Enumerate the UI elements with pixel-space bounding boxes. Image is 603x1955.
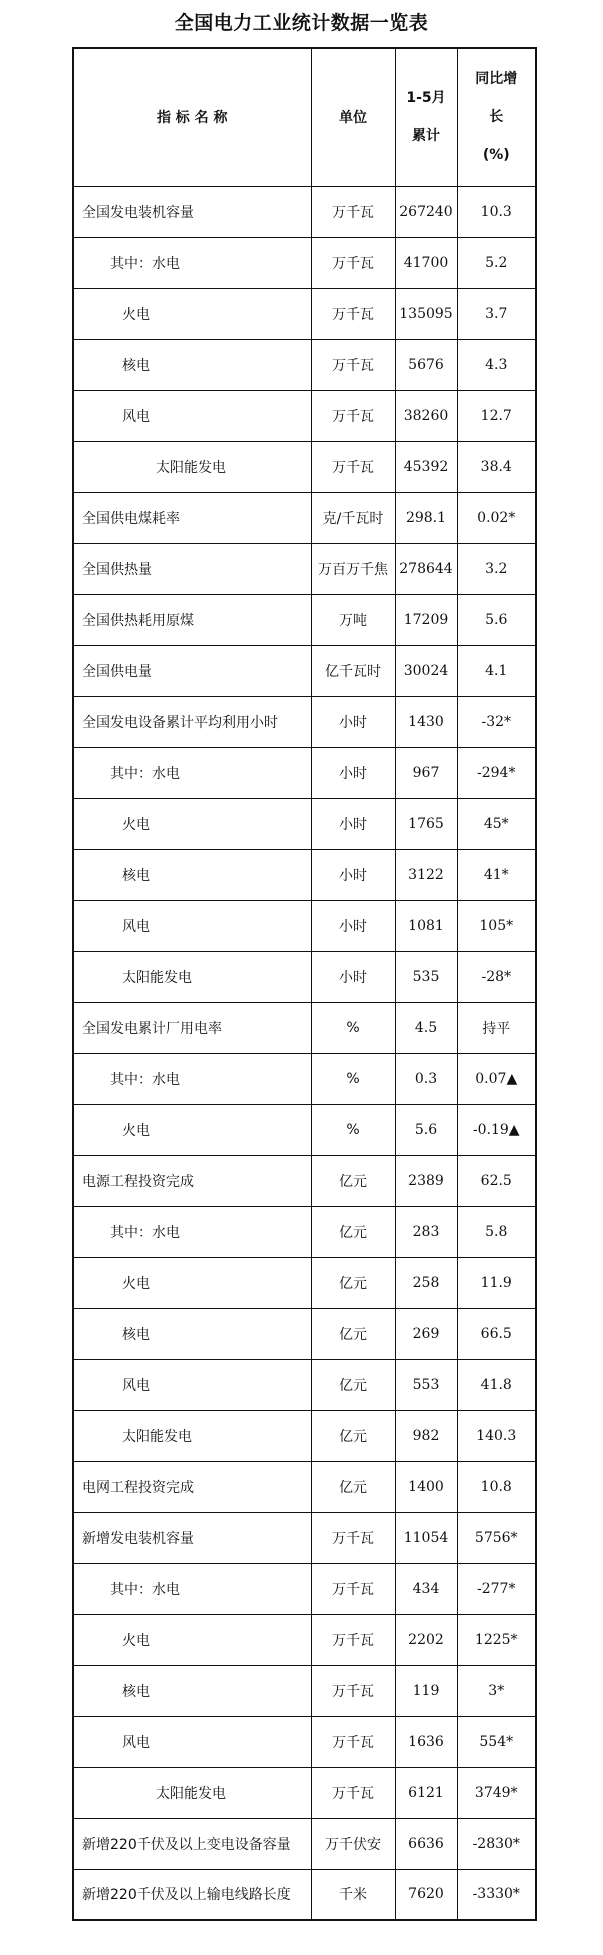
table-row — [73, 1869, 536, 1920]
unit-cell: 亿元 — [311, 1155, 395, 1206]
table-row — [73, 492, 536, 543]
indicator-name-cell: 全国发电设备累计平均利用小时 — [73, 696, 311, 747]
unit-cell: 万千伏安 — [311, 1818, 395, 1869]
table-row — [73, 1767, 536, 1818]
table-row — [73, 1359, 536, 1410]
table-row — [73, 390, 536, 441]
cumulative-value-cell: 4.5 — [395, 1002, 457, 1053]
table-row — [73, 594, 536, 645]
cumulative-value-cell: 298.1 — [395, 492, 457, 543]
indicator-name-cell: 火电 — [73, 798, 311, 849]
page-title: 全国电力工业统计数据一览表 — [174, 12, 429, 34]
table-row — [73, 1461, 536, 1512]
cumulative-value-cell: 5.6 — [395, 1104, 457, 1155]
yoy-growth-cell: 554* — [457, 1716, 536, 1767]
table-row — [73, 1053, 536, 1104]
table-row — [73, 900, 536, 951]
yoy-growth-cell: 3749* — [457, 1767, 536, 1818]
indicator-name-cell: 核电 — [73, 849, 311, 900]
unit-cell: 万吨 — [311, 594, 395, 645]
indicator-name-cell: 核电 — [73, 1665, 311, 1716]
cumulative-value-cell: 269 — [395, 1308, 457, 1359]
yoy-growth-cell: 1225* — [457, 1614, 536, 1665]
header-indicator-name — [73, 48, 311, 186]
unit-cell: 万千瓦 — [311, 1767, 395, 1818]
yoy-growth-cell: 10.8 — [457, 1461, 536, 1512]
header-cumulative — [395, 48, 457, 186]
cumulative-value-cell: 2389 — [395, 1155, 457, 1206]
table-row — [73, 1716, 536, 1767]
unit-cell: 小时 — [311, 849, 395, 900]
unit-cell: 小时 — [311, 951, 395, 1002]
cumulative-value-cell: 434 — [395, 1563, 457, 1614]
yoy-growth-cell: 140.3 — [457, 1410, 536, 1461]
yoy-growth-cell: 11.9 — [457, 1257, 536, 1308]
table-row — [73, 696, 536, 747]
indicator-name-cell: 太阳能发电 — [73, 441, 311, 492]
table-row — [73, 186, 536, 237]
yoy-growth-cell: 105* — [457, 900, 536, 951]
table-row — [73, 1410, 536, 1461]
indicator-name-cell: 全国供电煤耗率 — [73, 492, 311, 543]
yoy-growth-cell: -277* — [457, 1563, 536, 1614]
unit-cell: 万千瓦 — [311, 1563, 395, 1614]
unit-cell: 亿元 — [311, 1206, 395, 1257]
unit-cell: % — [311, 1002, 395, 1053]
unit-cell: 万千瓦 — [311, 390, 395, 441]
indicator-name-cell: 风电 — [73, 390, 311, 441]
yoy-growth-cell: 0.07▲ — [457, 1053, 536, 1104]
indicator-name-cell: 其中：水电 — [73, 1053, 311, 1104]
yoy-growth-cell: 3.7 — [457, 288, 536, 339]
unit-cell: 万千瓦 — [311, 339, 395, 390]
cumulative-value-cell: 7620 — [395, 1869, 457, 1920]
table-row — [73, 951, 536, 1002]
table-row — [73, 1155, 536, 1206]
indicator-name-cell: 全国发电累计厂用电率 — [73, 1002, 311, 1053]
yoy-growth-cell: -2830* — [457, 1818, 536, 1869]
cumulative-value-cell: 6636 — [395, 1818, 457, 1869]
table-row — [73, 849, 536, 900]
indicator-name-cell: 太阳能发电 — [73, 951, 311, 1002]
yoy-growth-cell: -0.19▲ — [457, 1104, 536, 1155]
yoy-growth-cell: 4.1 — [457, 645, 536, 696]
unit-cell: 万千瓦 — [311, 1665, 395, 1716]
indicator-name-cell: 其中：水电 — [73, 237, 311, 288]
cumulative-value-cell: 1081 — [395, 900, 457, 951]
indicator-name-cell: 其中：水电 — [73, 1563, 311, 1614]
yoy-growth-cell: 45* — [457, 798, 536, 849]
unit-cell: 千米 — [311, 1869, 395, 1920]
indicator-name-cell: 电网工程投资完成 — [73, 1461, 311, 1512]
header-yoy — [457, 48, 536, 186]
unit-cell: 亿元 — [311, 1257, 395, 1308]
indicator-name-cell: 风电 — [73, 1716, 311, 1767]
cumulative-value-cell: 982 — [395, 1410, 457, 1461]
cumulative-value-cell: 283 — [395, 1206, 457, 1257]
header-yoy-line3: (%) — [482, 147, 510, 164]
yoy-growth-cell: -294* — [457, 747, 536, 798]
header-yoy-line1: 同比增 — [475, 71, 518, 88]
indicator-name-cell: 核电 — [73, 1308, 311, 1359]
header-yoy-line2: 长 — [489, 109, 504, 126]
yoy-growth-cell: 10.3 — [457, 186, 536, 237]
table-row — [73, 1818, 536, 1869]
indicator-name-cell: 电源工程投资完成 — [73, 1155, 311, 1206]
unit-cell: 小时 — [311, 798, 395, 849]
table-row — [73, 1512, 536, 1563]
yoy-growth-cell: 66.5 — [457, 1308, 536, 1359]
yoy-growth-cell: 4.3 — [457, 339, 536, 390]
indicator-name-cell: 新增220千伏及以上变电设备容量 — [73, 1818, 311, 1869]
table-row — [73, 1002, 536, 1053]
cumulative-value-cell: 17209 — [395, 594, 457, 645]
indicator-name-cell: 新增发电装机容量 — [73, 1512, 311, 1563]
unit-cell: 亿千瓦时 — [311, 645, 395, 696]
yoy-growth-cell: 3* — [457, 1665, 536, 1716]
cumulative-value-cell: 1636 — [395, 1716, 457, 1767]
unit-cell: 亿元 — [311, 1359, 395, 1410]
indicator-name-cell: 风电 — [73, 1359, 311, 1410]
yoy-growth-cell: 41.8 — [457, 1359, 536, 1410]
cumulative-value-cell: 5676 — [395, 339, 457, 390]
cumulative-value-cell: 45392 — [395, 441, 457, 492]
indicator-name-cell: 火电 — [73, 1104, 311, 1155]
indicator-name-cell: 全国供热量 — [73, 543, 311, 594]
cumulative-value-cell: 135095 — [395, 288, 457, 339]
table-row — [73, 747, 536, 798]
indicator-name-cell: 风电 — [73, 900, 311, 951]
yoy-growth-cell: 5756* — [457, 1512, 536, 1563]
indicator-name-cell: 太阳能发电 — [73, 1410, 311, 1461]
unit-cell: 亿元 — [311, 1308, 395, 1359]
table-row — [73, 1104, 536, 1155]
cumulative-value-cell: 3122 — [395, 849, 457, 900]
header-unit-label: 单位 — [339, 110, 367, 127]
indicator-name-cell: 火电 — [73, 1614, 311, 1665]
table-row — [73, 1665, 536, 1716]
yoy-growth-cell: 38.4 — [457, 441, 536, 492]
cumulative-value-cell: 38260 — [395, 390, 457, 441]
cumulative-value-cell: 1400 — [395, 1461, 457, 1512]
yoy-growth-cell: -28* — [457, 951, 536, 1002]
table-row — [73, 645, 536, 696]
table-row — [73, 1614, 536, 1665]
table-row — [73, 237, 536, 288]
cumulative-value-cell: 553 — [395, 1359, 457, 1410]
indicator-name-cell: 火电 — [73, 1257, 311, 1308]
cumulative-value-cell: 535 — [395, 951, 457, 1002]
table-row — [73, 1257, 536, 1308]
indicator-name-cell: 全国供热耗用原煤 — [73, 594, 311, 645]
cumulative-value-cell: 258 — [395, 1257, 457, 1308]
indicator-name-cell: 太阳能发电 — [73, 1767, 311, 1818]
table-row — [73, 543, 536, 594]
cumulative-value-cell: 1765 — [395, 798, 457, 849]
unit-cell: 亿元 — [311, 1461, 395, 1512]
unit-cell: 万千瓦 — [311, 1512, 395, 1563]
cumulative-value-cell: 6121 — [395, 1767, 457, 1818]
indicator-name-cell: 火电 — [73, 288, 311, 339]
unit-cell: 万千瓦 — [311, 1614, 395, 1665]
yoy-growth-cell: 0.02* — [457, 492, 536, 543]
cumulative-value-cell: 119 — [395, 1665, 457, 1716]
yoy-growth-cell: 12.7 — [457, 390, 536, 441]
indicator-name-cell: 核电 — [73, 339, 311, 390]
cumulative-value-cell: 278644 — [395, 543, 457, 594]
table-row — [73, 1308, 536, 1359]
statistics-table — [72, 47, 537, 1921]
header-cumulative-line1: 1-5月 — [406, 90, 446, 107]
indicator-name-cell: 全国发电装机容量 — [73, 186, 311, 237]
unit-cell: 亿元 — [311, 1410, 395, 1461]
yoy-growth-cell: 5.2 — [457, 237, 536, 288]
yoy-growth-cell: 5.6 — [457, 594, 536, 645]
unit-cell: % — [311, 1104, 395, 1155]
header-unit — [311, 48, 395, 186]
cumulative-value-cell: 1430 — [395, 696, 457, 747]
indicator-name-cell: 其中：水电 — [73, 747, 311, 798]
unit-cell: 万千瓦 — [311, 441, 395, 492]
unit-cell: 小时 — [311, 900, 395, 951]
cumulative-value-cell: 11054 — [395, 1512, 457, 1563]
cumulative-value-cell: 0.3 — [395, 1053, 457, 1104]
cumulative-value-cell: 967 — [395, 747, 457, 798]
table-body — [73, 186, 536, 1920]
header-row — [73, 48, 536, 186]
table-row — [73, 1563, 536, 1614]
unit-cell: 万百万千焦 — [311, 543, 395, 594]
yoy-growth-cell: 5.8 — [457, 1206, 536, 1257]
header-indicator-name-label: 指 标 名 称 — [156, 110, 228, 127]
indicator-name-cell: 其中：水电 — [73, 1206, 311, 1257]
indicator-name-cell: 全国供电量 — [73, 645, 311, 696]
indicator-name-cell: 新增220千伏及以上输电线路长度 — [73, 1869, 311, 1920]
unit-cell: % — [311, 1053, 395, 1104]
yoy-growth-cell: -32* — [457, 696, 536, 747]
cumulative-value-cell: 267240 — [395, 186, 457, 237]
unit-cell: 小时 — [311, 696, 395, 747]
yoy-growth-cell: 62.5 — [457, 1155, 536, 1206]
yoy-growth-cell: 3.2 — [457, 543, 536, 594]
yoy-growth-cell: 41* — [457, 849, 536, 900]
unit-cell: 万千瓦 — [311, 1716, 395, 1767]
table-row — [73, 798, 536, 849]
table-row — [73, 441, 536, 492]
unit-cell: 万千瓦 — [311, 288, 395, 339]
table-row — [73, 339, 536, 390]
unit-cell: 万千瓦 — [311, 186, 395, 237]
unit-cell: 万千瓦 — [311, 237, 395, 288]
cumulative-value-cell: 41700 — [395, 237, 457, 288]
table-row — [73, 288, 536, 339]
unit-cell: 克/千瓦时 — [311, 492, 395, 543]
table-header — [73, 48, 536, 186]
unit-cell: 小时 — [311, 747, 395, 798]
cumulative-value-cell: 30024 — [395, 645, 457, 696]
cumulative-value-cell: 2202 — [395, 1614, 457, 1665]
table-row — [73, 1206, 536, 1257]
header-cumulative-line2: 累计 — [412, 128, 440, 145]
yoy-growth-cell: 持平 — [457, 1002, 536, 1053]
yoy-growth-cell: -3330* — [457, 1869, 536, 1920]
